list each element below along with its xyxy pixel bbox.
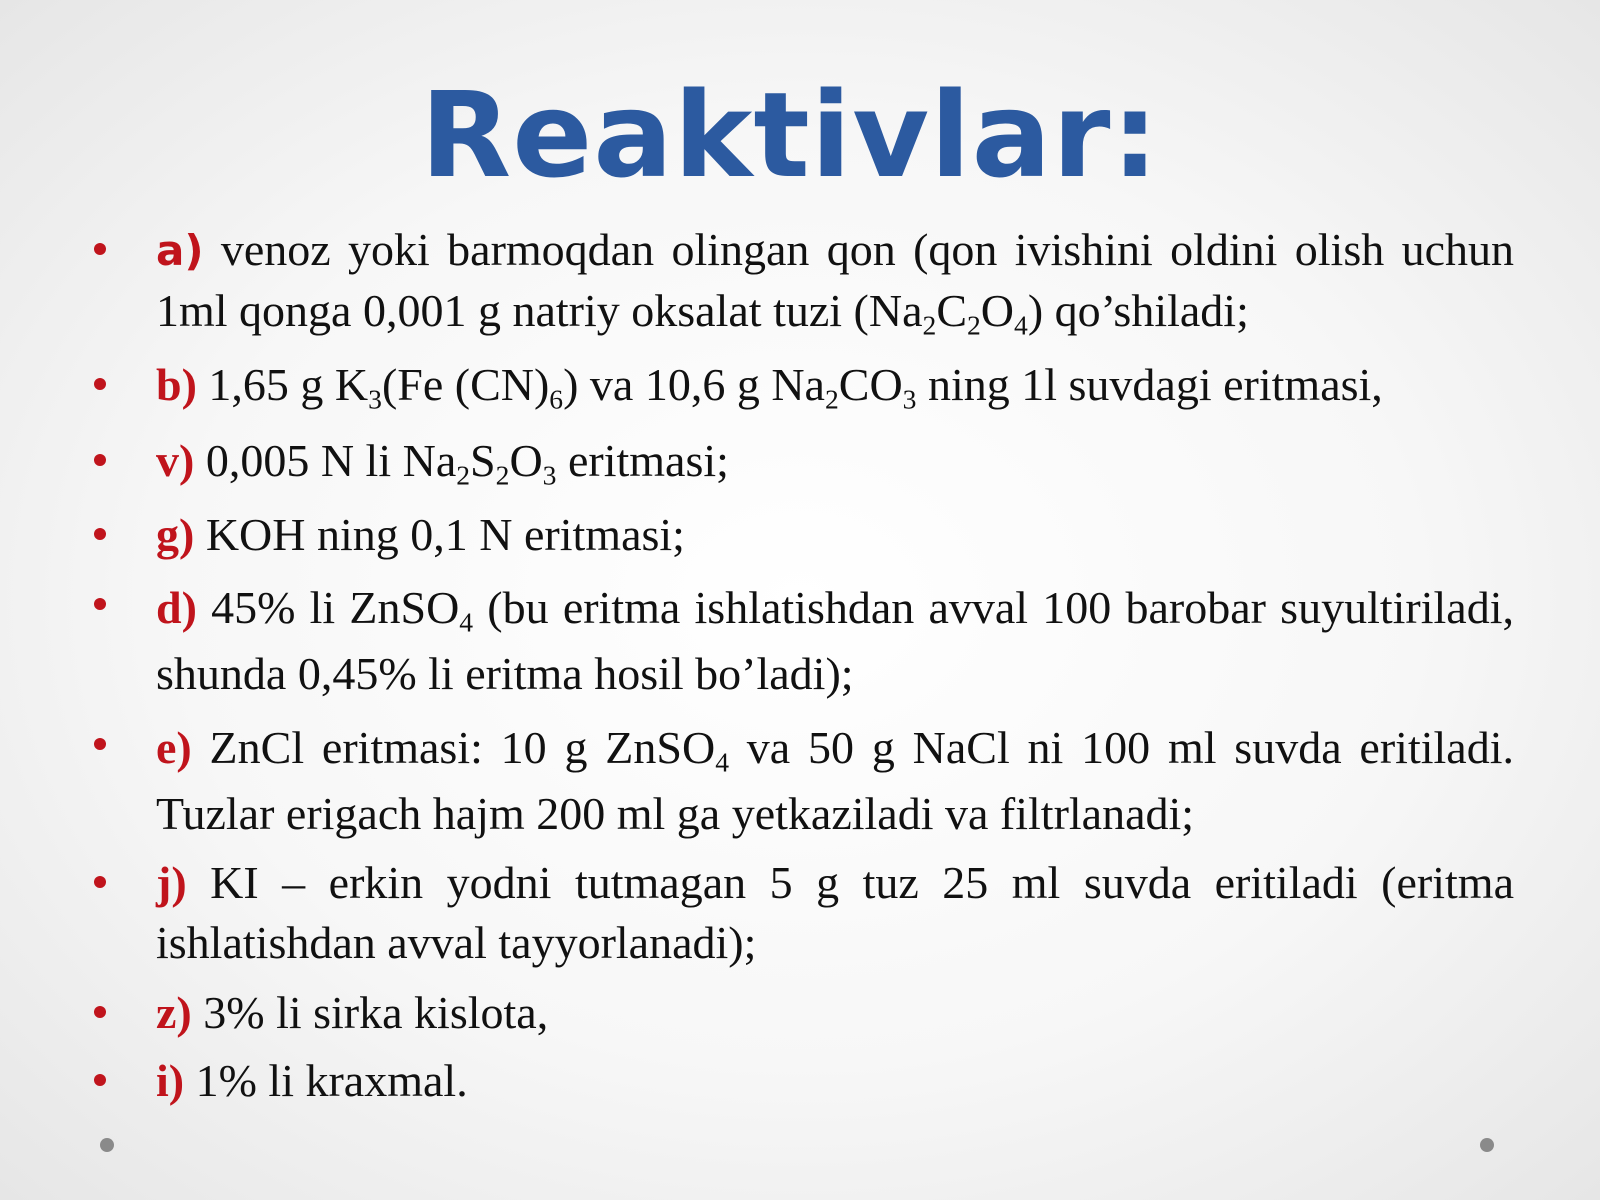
item-text: 3% li sirka kislota, (191, 987, 549, 1038)
slide-title: Reaktivlar: (420, 66, 1160, 204)
item-label: z) (156, 987, 192, 1038)
item-text: 45% li ZnSO (196, 582, 460, 633)
item-text: O (509, 435, 543, 486)
item-text: 1% li kraxmal. (184, 1055, 468, 1106)
list-item-v (156, 431, 1514, 491)
subscript: 2 (967, 309, 981, 341)
reagent-list (156, 220, 1514, 1111)
item-text: 0,005 N li Na (194, 435, 457, 486)
item-text: ) qo’shiladi; (1027, 285, 1249, 336)
list-item-b (156, 355, 1514, 415)
subscript: 3 (542, 459, 557, 491)
item-label: a) (156, 226, 204, 275)
subscript: 2 (824, 383, 839, 415)
subscript: 4 (715, 746, 729, 778)
bullet-icon (94, 575, 114, 635)
list-item-d (156, 575, 1514, 707)
item-label: v) (156, 435, 195, 486)
previous-slide-dot-icon[interactable] (100, 1138, 114, 1152)
item-text: eritmasi; (556, 435, 729, 486)
item-text: (Fe (CN) (381, 359, 550, 410)
subscript: 2 (495, 459, 510, 491)
subscript: 2 (456, 459, 471, 491)
list-item-e (156, 715, 1514, 847)
item-text: KI – erkin yodni tutmagan 5 g tuz 25 ml suvda eritiladi (eritma ishlatishdan avval tayyorlanadi); (156, 857, 1514, 968)
item-text: venoz yoki barmoqdan olingan qon (qon ivishini oldini olish uchun 1ml qonga 0,001 g natriy oksalat tuzi (Na (156, 224, 1514, 336)
bullet-icon (94, 431, 114, 491)
item-text: C (936, 285, 967, 336)
item-label: d) (156, 582, 197, 633)
item-text: (bu eritma ishlatishdan avval 100 barobar suyultiriladi, shunda 0,45% li eritma hosil bo’ladi); (156, 582, 1514, 699)
next-slide-dot-icon[interactable] (1480, 1138, 1494, 1152)
bullet-icon (94, 983, 114, 1043)
item-text: S (470, 435, 496, 486)
item-label: i) (156, 1055, 185, 1106)
item-text: ning 1l suvdagi eritmasi, (916, 359, 1383, 410)
item-text: ZnCl eritmasi: 10 g ZnSO (191, 722, 716, 773)
bullet-icon (94, 220, 114, 280)
item-text: va 50 g NaCl ni 100 ml suvda eritiladi. Tuzlar erigach hajm 200 ml ga yetkaziladi va filtrlanadi; (156, 722, 1514, 839)
bullet-icon (94, 853, 114, 913)
subscript: 3 (902, 383, 917, 415)
list-item-g (156, 505, 1514, 565)
item-text: KOH ning 0,1 N eritmasi; (194, 509, 685, 560)
bullet-icon (94, 505, 114, 565)
item-text: CO (838, 359, 903, 410)
list-item-j (156, 853, 1514, 973)
item-label: j) (156, 857, 187, 908)
item-text: ) va 10,6 g Na (563, 359, 825, 410)
subscript: 3 (368, 383, 382, 415)
bullet-icon (94, 355, 114, 415)
bullet-icon (94, 715, 114, 775)
subscript: 4 (1014, 309, 1028, 341)
item-text: 1,65 g K (196, 359, 369, 410)
item-text: O (980, 285, 1015, 336)
item-label: e) (156, 722, 192, 773)
item-label: b) (156, 359, 197, 410)
list-item-z (156, 983, 1514, 1043)
bullet-icon (94, 1051, 114, 1111)
list-item-i (156, 1051, 1514, 1111)
subscript: 2 (922, 309, 937, 341)
subscript: 4 (459, 606, 474, 638)
list-item-a (156, 220, 1514, 341)
item-label: g) (156, 509, 195, 560)
subscript: 6 (549, 383, 564, 415)
